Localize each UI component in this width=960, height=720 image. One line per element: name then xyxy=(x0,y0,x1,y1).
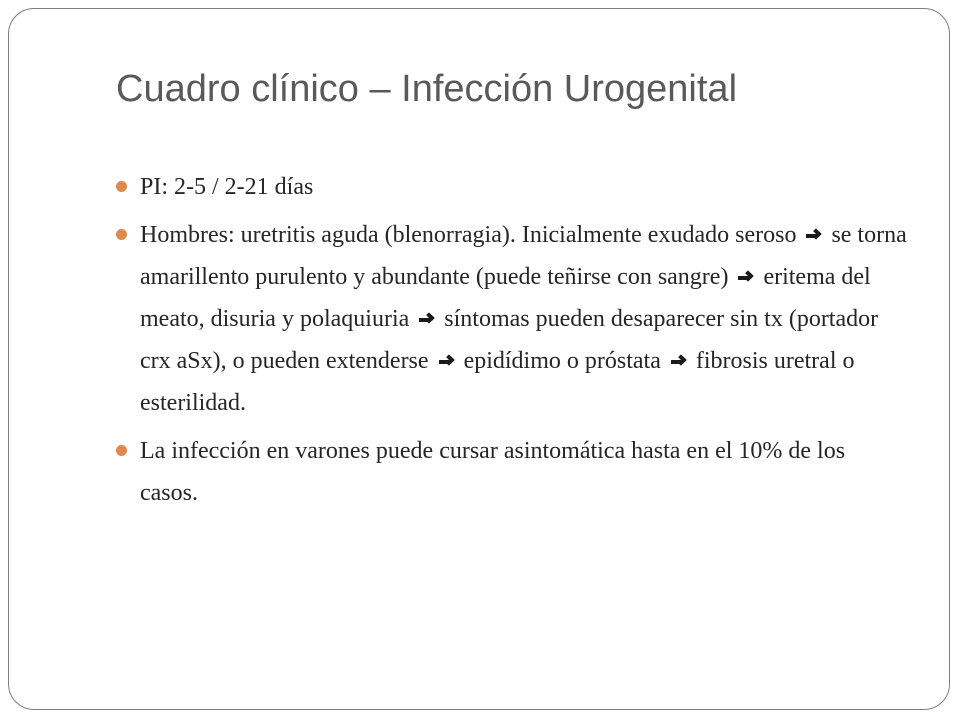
bullet-dot-icon xyxy=(116,445,127,456)
right-arrow-icon xyxy=(738,271,753,285)
bullet-incubation-period xyxy=(114,166,909,208)
right-arrow-icon xyxy=(806,229,821,243)
bullet-text: La infección en varones puede cursar asintomática hasta en el 10% de los casos. xyxy=(140,438,846,506)
bullet-text-segment: Hombres: uretritis aguda (blenorragia). Inicialmente exudado seroso xyxy=(140,222,797,248)
right-arrow-icon xyxy=(671,355,686,369)
bullet-asymptomatic xyxy=(114,430,909,514)
bullet-text-segment: síntomas pueden desaparecer sin tx (portador crx aSx), o pueden extenderse xyxy=(140,306,879,374)
bullet-text-segment: se torna amarillento purulento y abundante (puede teñirse con sangre) xyxy=(140,222,907,290)
bullet-dot-icon xyxy=(116,229,127,240)
bullet-text-segment: epidídimo o próstata xyxy=(463,348,661,374)
bullet-men-symptoms xyxy=(114,214,909,424)
bullet-list xyxy=(114,166,909,520)
bullet-text-segment: fibrosis uretral o esterilidad. xyxy=(140,348,855,416)
bullet-text-segment: eritema del meato, disuria y polaquiuria xyxy=(140,264,871,332)
slide-frame xyxy=(8,8,950,710)
right-arrow-icon xyxy=(439,355,454,369)
slide-title: Cuadro clínico – Infección Urogenital xyxy=(116,68,738,110)
bullet-text: PI: 2-5 / 2-21 días xyxy=(140,174,314,200)
right-arrow-icon xyxy=(419,313,434,327)
bullet-dot-icon xyxy=(116,181,127,192)
